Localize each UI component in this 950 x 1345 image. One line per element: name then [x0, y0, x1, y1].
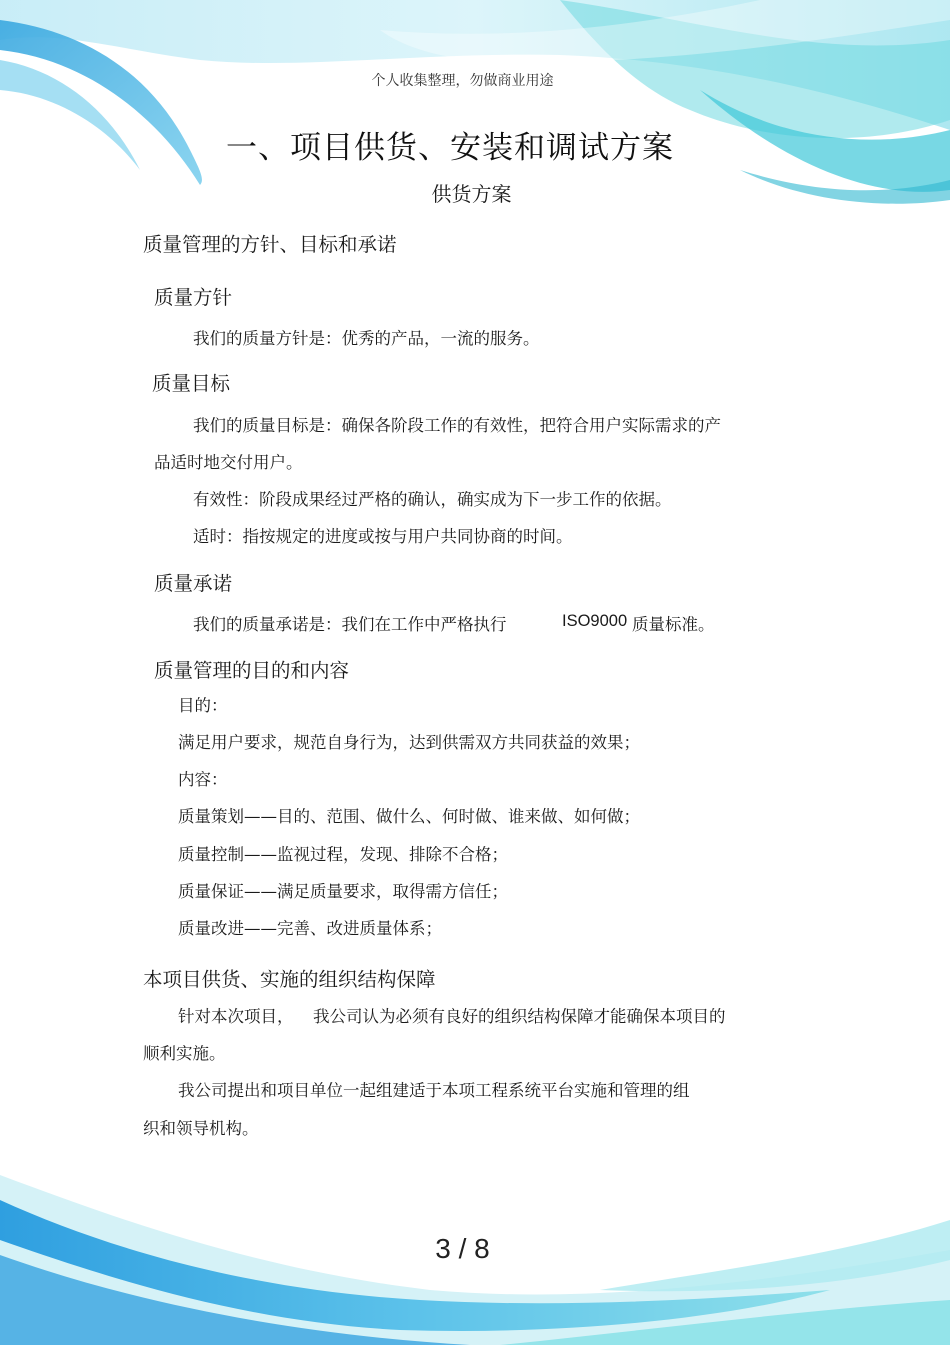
content-item: 质量改进——完善、改进质量体系； [178, 919, 442, 938]
organization-p1-part2: 我公司认为必须有良好的组织结构保障才能确保本项目的 [313, 1007, 726, 1026]
timeliness-text: 适时：指按规定的进度或按与用户共同协商的时间。 [193, 527, 573, 546]
heading-quality-management: 质量管理的方针、目标和承诺 [143, 233, 397, 256]
content-label: 内容： [178, 770, 228, 789]
organization-p1-line2: 顺利实施。 [143, 1044, 226, 1063]
content-item: 质量策划——目的、范围、做什么、何时做、谁来做、如何做； [178, 807, 640, 826]
page-number: 3 / 8 [435, 1233, 490, 1264]
commitment-text-end: 质量标准。 [632, 615, 715, 634]
effectiveness-text: 有效性：阶段成果经过严格的确认，确实成为下一步工作的依据。 [193, 490, 672, 509]
heading-quality-policy: 质量方针 [154, 286, 233, 309]
commitment-iso-standard: ISO9000 [562, 612, 628, 630]
heading-quality-commitment: 质量承诺 [154, 572, 233, 595]
heading-quality-goal: 质量目标 [152, 372, 231, 395]
content-item: 质量保证——满足质量要求，取得需方信任； [178, 882, 508, 901]
organization-p1-part1: 针对本次项目， [178, 1007, 294, 1026]
purpose-text: 满足用户要求，规范自身行为，达到供需双方共同获益的效果； [178, 733, 640, 752]
heading-purpose-content: 质量管理的目的和内容 [154, 659, 350, 682]
quality-policy-text: 我们的质量方针是：优秀的产品，一流的服务。 [193, 329, 540, 348]
heading-organization: 本项目供货、实施的组织结构保障 [143, 968, 436, 991]
quality-goal-line1: 我们的质量目标是：确保各阶段工作的有效性，把符合用户实际需求的产 [193, 416, 721, 435]
purpose-label: 目的： [178, 696, 228, 715]
quality-goal-line2: 品适时地交付用户。 [154, 453, 303, 472]
organization-p2-line2: 织和领导机构。 [143, 1119, 259, 1138]
section-subtitle: 供货方案 [431, 182, 512, 206]
watermark-text: 个人收集整理，勿做商业用途 [371, 73, 554, 89]
organization-p2-line1: 我公司提出和项目单位一起组建适于本项工程系统平台实施和管理的组 [178, 1081, 690, 1100]
content-item: 质量控制——监视过程，发现、排除不合格； [178, 845, 508, 864]
page-title: 一、项目供货、安装和调试方案 [226, 130, 674, 166]
commitment-text: 我们的质量承诺是：我们在工作中严格执行 [193, 615, 507, 634]
